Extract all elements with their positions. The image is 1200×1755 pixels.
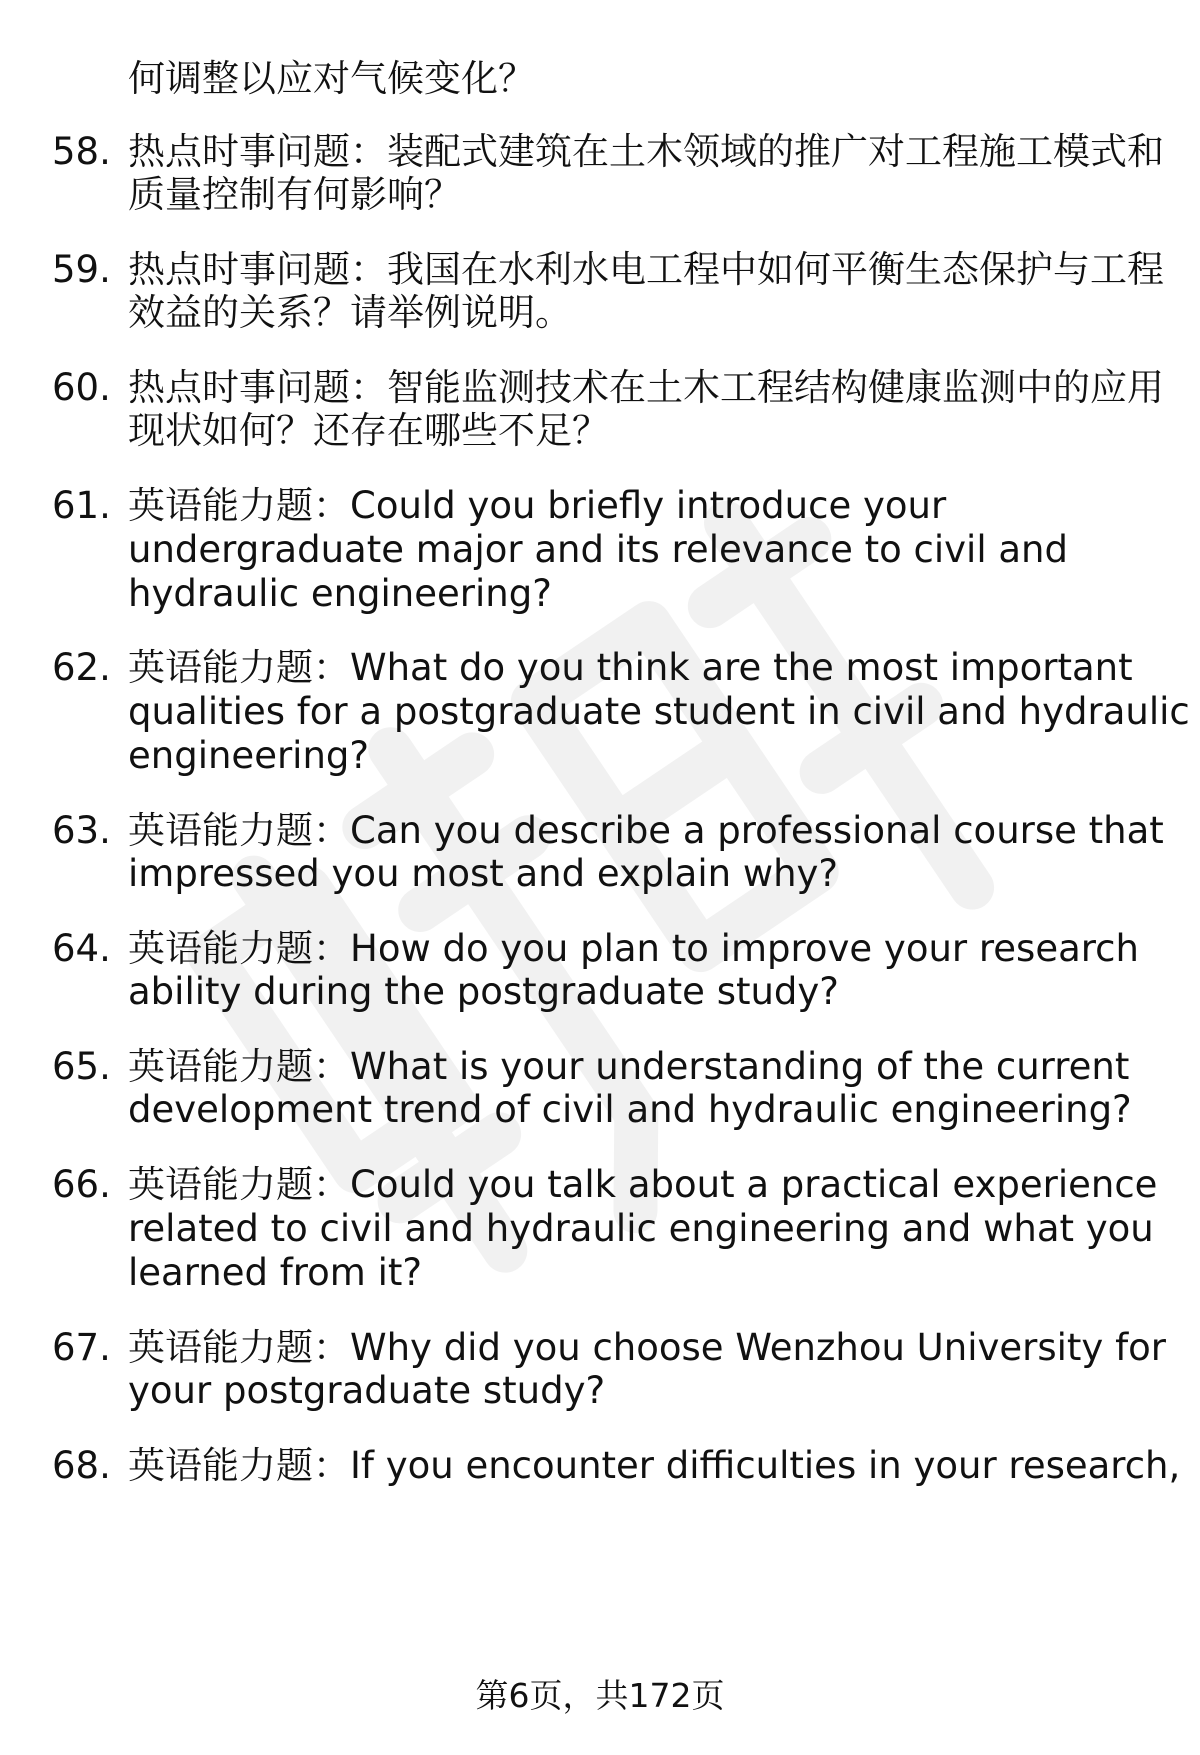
text-line: your postgraduate study?: [128, 1369, 606, 1412]
text-line: 英语能力题：Could you talk about a practical experience: [128, 1163, 1158, 1206]
item-number: 65.: [52, 1045, 111, 1088]
text-line: ability during the postgraduate study?: [128, 970, 839, 1013]
item-number: 67.: [52, 1326, 111, 1369]
text-line: qualities for a postgraduate student in civil and hydraulic: [128, 690, 1190, 733]
text-line: development trend of civil and hydraulic engineering?: [128, 1088, 1132, 1131]
text-line: 英语能力题：Could you briefly introduce your: [128, 484, 947, 527]
text-line: undergraduate major and its relevance to civil and: [128, 528, 1068, 571]
item-number: 63.: [52, 809, 111, 852]
text-line: 热点时事问题：装配式建筑在土木领域的推广对工程施工模式和: [128, 130, 1164, 173]
text-line: 英语能力题：Can you describe a professional course that: [128, 809, 1164, 852]
item-number: 68.: [52, 1444, 111, 1487]
item-number: 62.: [52, 646, 111, 689]
text-line: 英语能力题：Why did you choose Wenzhou University for: [128, 1326, 1166, 1369]
text-line: 质量控制有何影响？: [128, 173, 461, 216]
text-line: 英语能力题：What is your understanding of the current: [128, 1045, 1130, 1088]
item-number: 61.: [52, 484, 111, 527]
text-line: 热点时事问题：我国在水利水电工程中如何平衡生态保护与工程: [128, 248, 1164, 291]
text-line: 效益的关系？请举例说明。: [128, 291, 572, 334]
page-footer: 第6页，共172页: [475, 1676, 725, 1715]
item-number: 64.: [52, 927, 111, 970]
text-line: 热点时事问题：智能监测技术在土木工程结构健康监测中的应用: [128, 366, 1164, 409]
item-number: 66.: [52, 1163, 111, 1206]
text-line: learned from it?: [128, 1251, 423, 1294]
text-line: 英语能力题：If you encounter difficulties in your research,: [128, 1444, 1181, 1487]
text-line: engineering?: [128, 734, 370, 777]
text-line: 现状如何？还存在哪些不足？: [128, 409, 609, 452]
item-number: 60.: [52, 366, 111, 409]
text-line: impressed you most and explain why?: [128, 852, 839, 895]
item-number: 59.: [52, 248, 111, 291]
text-line: related to civil and hydraulic engineering and what you: [128, 1207, 1154, 1250]
item-number: 58.: [52, 130, 111, 173]
text-line: hydraulic engineering?: [128, 572, 552, 615]
text-line: 英语能力题：How do you plan to improve your research: [128, 927, 1139, 970]
text-line: 何调整以应对气候变化？: [128, 57, 535, 100]
text-line: 英语能力题：What do you think are the most important: [128, 646, 1133, 689]
